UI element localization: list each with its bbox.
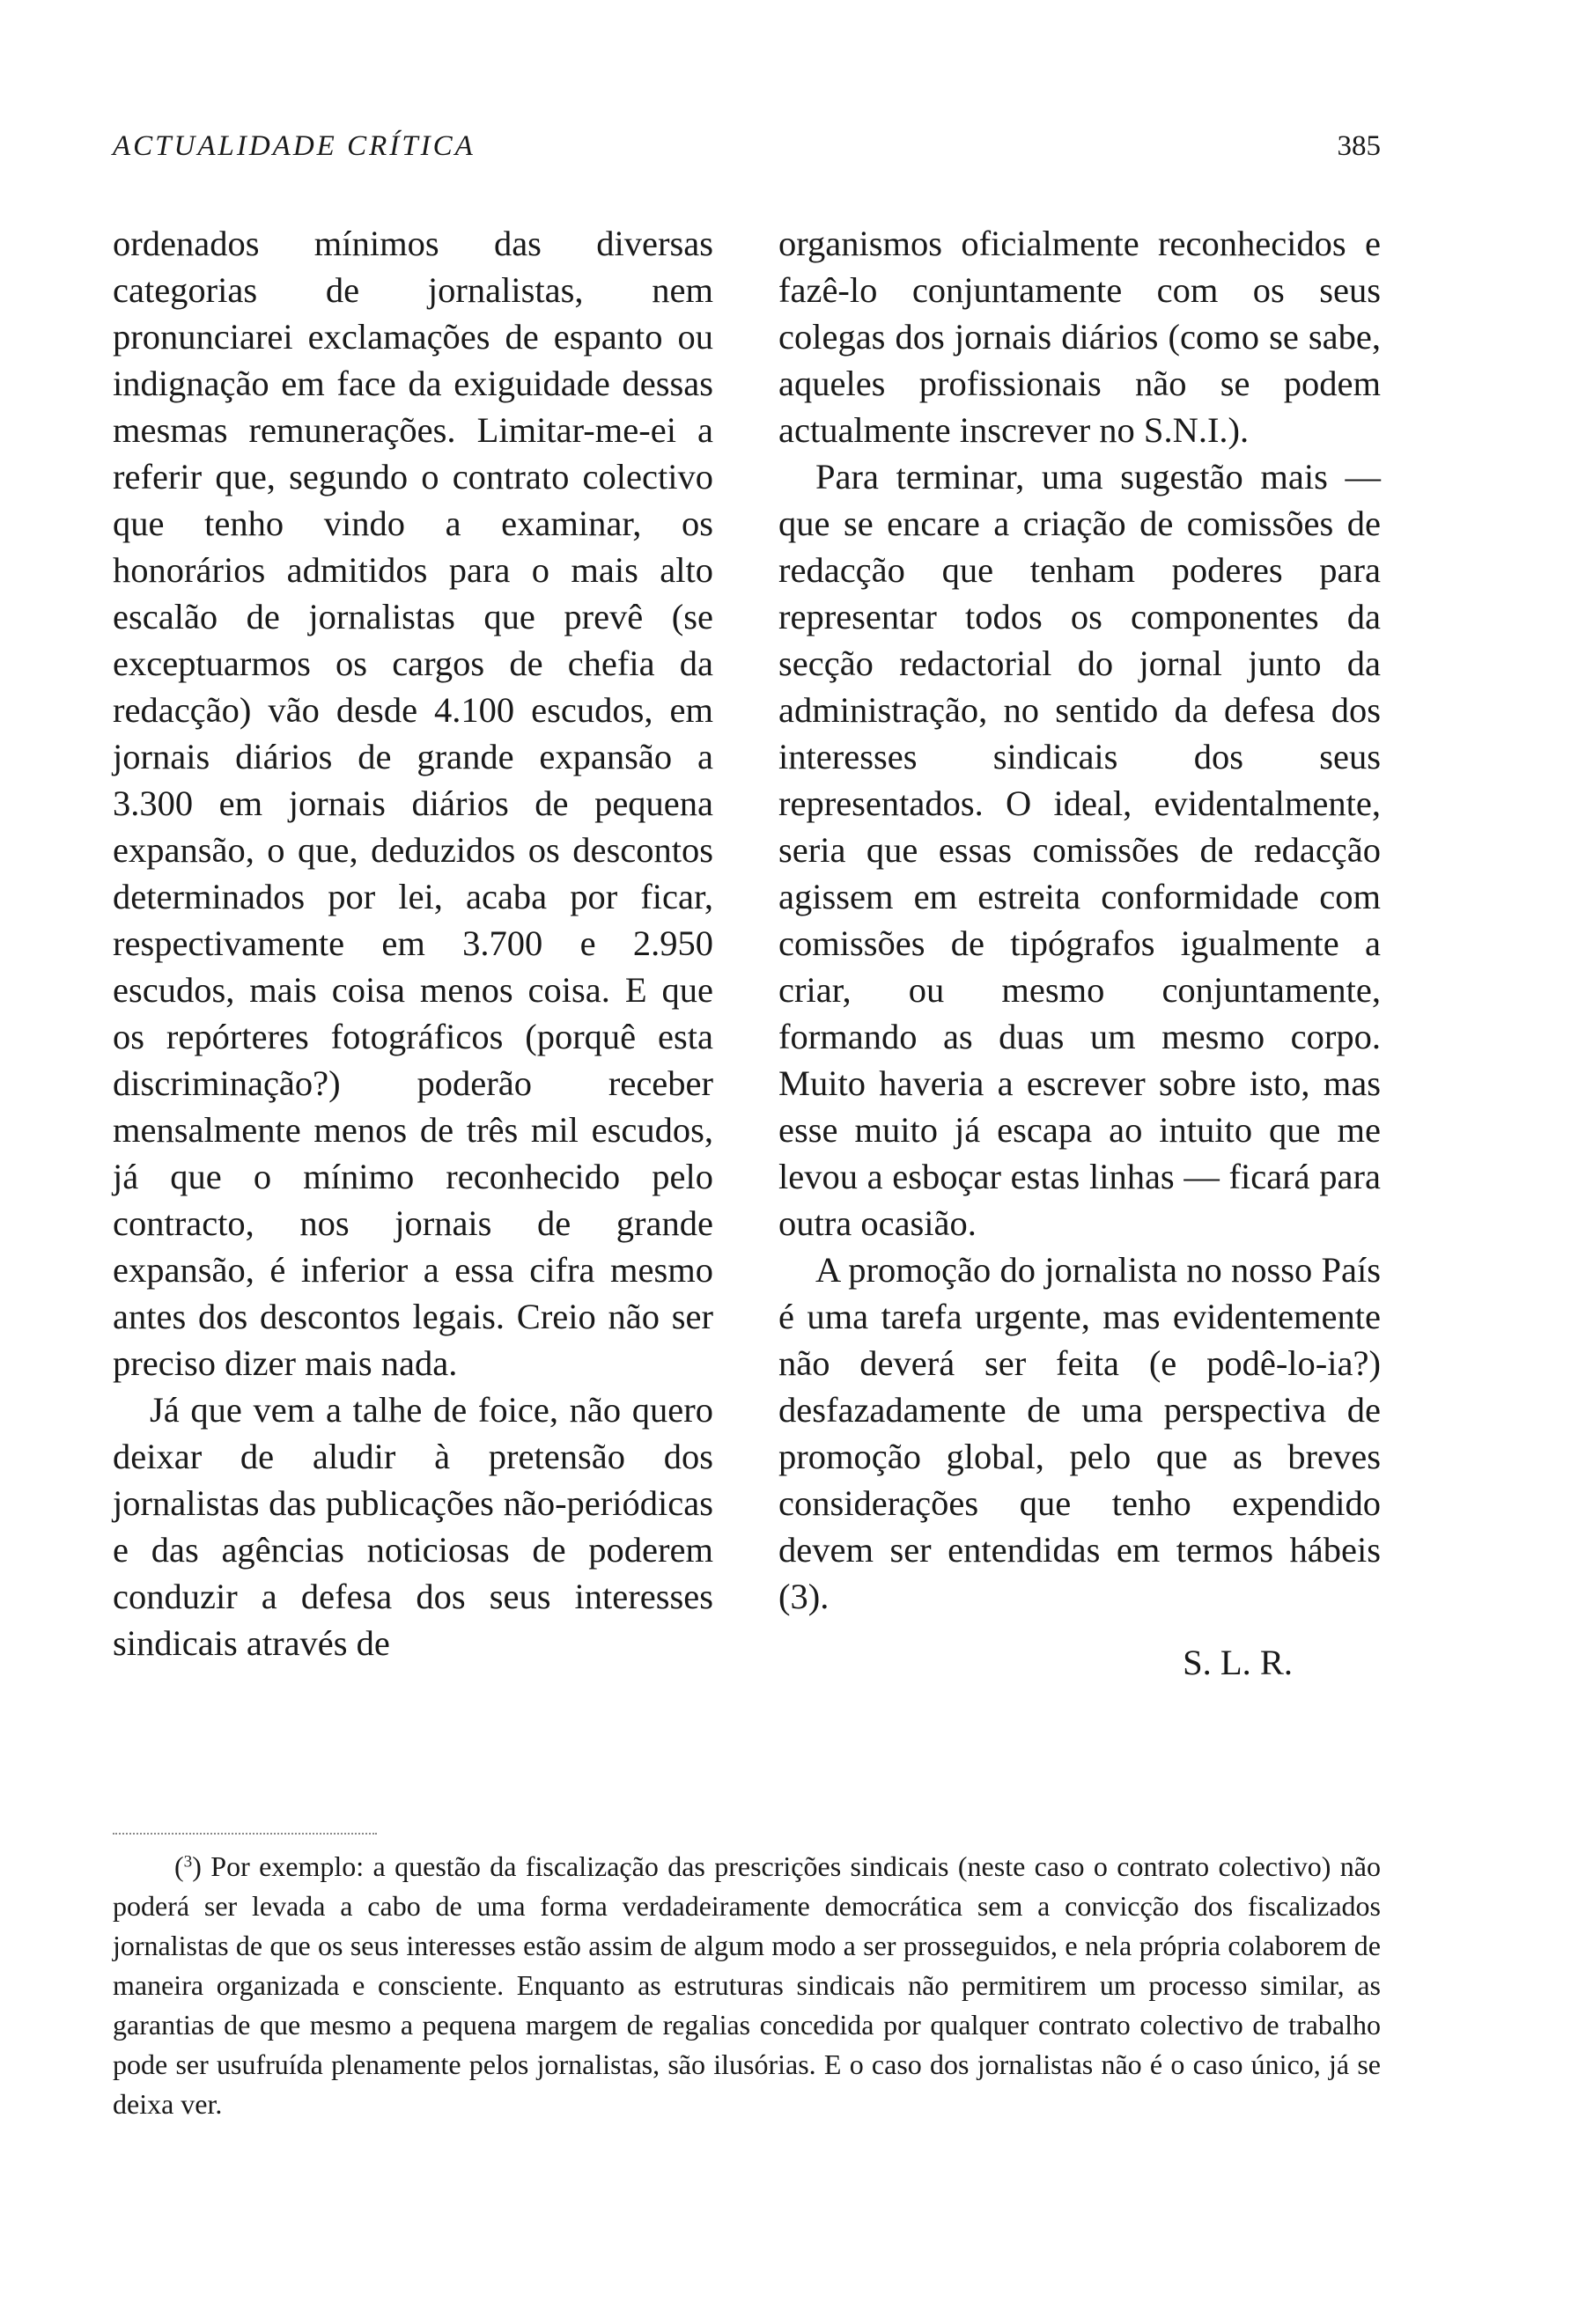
page-number: 385 <box>1337 130 1381 162</box>
paragraph: organismos oficialmente reconhecidos e fazê-lo conjuntamente com os seus colegas dos jornais diários (como se sabe, aqueles profissionais não se podem actualmente inscrever no S.N.I.). <box>778 224 1381 450</box>
paragraph-end: . <box>820 1577 830 1616</box>
footnote-separator <box>113 1833 377 1835</box>
right-column <box>778 220 1381 1686</box>
footnote-marker: 3 <box>183 1852 193 1872</box>
paragraph: ordenados mínimos das diversas categorias de jornalistas, nem pronunciarei exclamações de espanto ou indignação em face da exiguidade dessas mesmas remunerações. Limitar-me-ei a referir que, segundo o contrato colectivo que tenho vindo a examinar, os honorários admitidos para o mais alto escalão de jornalistas que prevê (se exceptuarmos os cargos de chefia da redacção) vão desde 4.100 escudos, em jornais diários de grande expansão a 3.300 em jornais diários de pequena expansão, o que, deduzidos os descontos determinados por lei, acaba por ficar, respectivamente em 3.700 e 2.950 escudos, mais coisa menos coisa. E que os repórteres fotográficos (porquê esta discriminação?) poderão receber mensalmente menos de três mil escudos, já que o mínimo reconhecido pelo contracto, nos jornais de grande expansão, é inferior a essa cifra mesmo antes dos descontos legais. Creio não ser preciso dizer mais nada. <box>113 224 713 1383</box>
paragraph: Já que vem a talhe de foice, não quero deixar de aludir à pretensão dos jornalistas das publicações não-periódicas e das agências noticiosas de poderem conduzir a defesa dos seus interesses sindicais através de <box>113 1390 713 1663</box>
footnote: ($^3$) Por exemplo: a questão da fiscalização das prescrições sindicais (neste caso o contrato colectivo) não poderá ser levada a cabo de uma forma verdadeiramente democrática sem a convicção dos fiscalizados jornalistas de que os seus interesses estão assim de algum modo a ser prosseguidos, e nela própria colaborem de maneira organizada e consciente. Enquanto as estruturas sindicais não permitirem um processo similar, as garantias de que mesmo a pequena margem de regalias concedida por qualquer contrato colectivo de trabalho pode ser usufruída plenamente pelos jornalistas, são ilusórias. E o caso dos jornalistas não é o caso único, já se deixa ver. <box>113 1850 1382 2120</box>
page-header <box>113 130 1381 174</box>
signature: S. L. R. <box>1183 1643 1293 1682</box>
paragraph-text: A promoção do jornalista no nosso País é uma tarefa urgente, mas evidentemente não deverá ser feita (e podê-lo-ia?) desfazadamente de uma perspectiva de promoção global, pelo que as breves considerações que tenho expendido devem ser entendidas em termos hábeis <box>778 1250 1381 1570</box>
footnote-text: Por exemplo: a questão da fiscalização das prescrições sindicais (neste caso o contrato colectivo) não poderá ser levada a cabo de uma forma verdadeiramente democrática sem a convicção dos fiscalizados jornalistas de que os seus interesses estão assim de algum modo a ser prosseguidos, e nela própria colaborem de maneira organizada e consciente. Enquanto as estruturas sindicais não permitirem um processo similar, as garantias de que mesmo a pequena margem de regalias concedida por qualquer contrato colectivo de trabalho pode ser usufruída plenamente pelos jornalistas, são ilusórias. E o caso dos jornalistas não é o caso único, já se deixa ver. <box>113 1850 1382 2120</box>
left-column <box>113 220 713 1666</box>
paragraph: Para terminar, uma sugestão mais — que se encare a criação de comissões de redacção que tenham poderes para representar todos os componentes da secção redactorial do jornal junto da administração, no sentido da defesa dos interesses sindicais dos seus representados. O ideal, evidentalmente, seria que essas comissões de redacção agissem em estreita conformidade com comissões de tipógrafos igualmente a criar, ou mesmo conjuntamente, formando as duas um mesmo corpo. Muito haveria a escrever sobre isto, mas esse muito já escapa ao intuito que me levou a esboçar estas linhas — ficará para outra ocasião. <box>778 457 1381 1243</box>
paragraph <box>778 1247 1381 1620</box>
footnote-reference[interactable]: (3) <box>778 1577 821 1616</box>
running-title: ACTUALIDADE CRÍTICA <box>113 130 476 162</box>
